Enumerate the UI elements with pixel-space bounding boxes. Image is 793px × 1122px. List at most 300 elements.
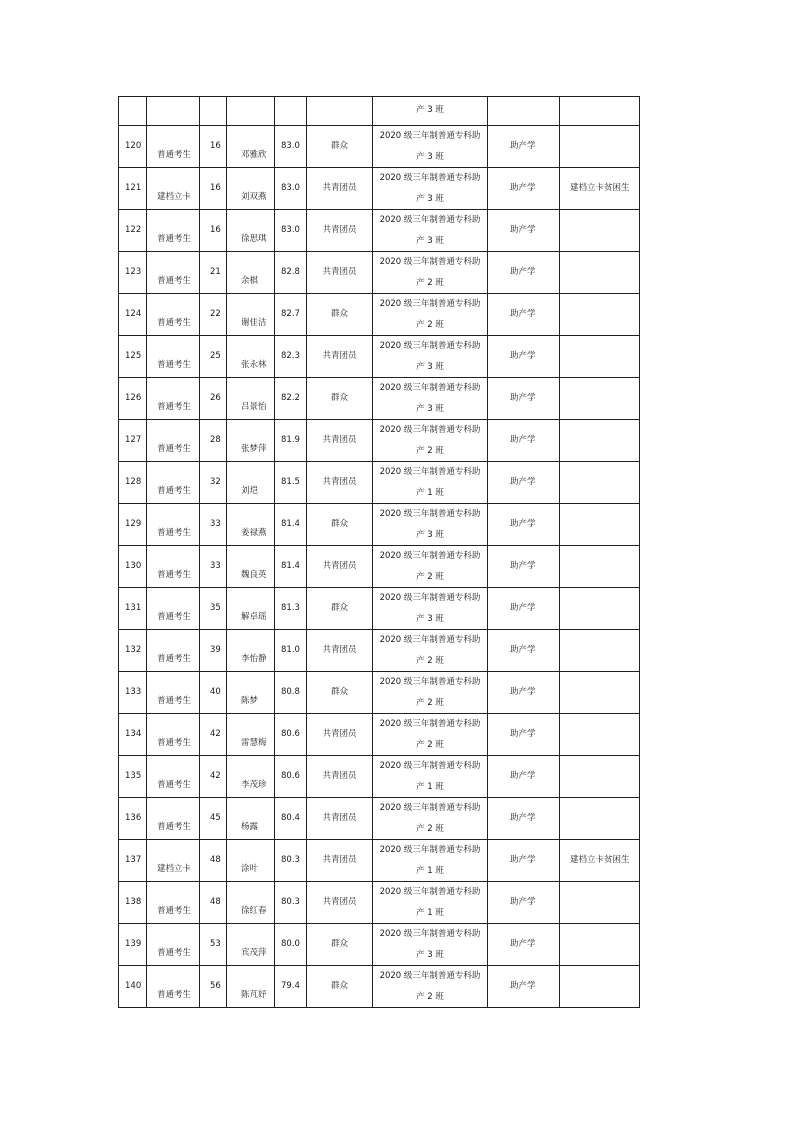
student-name: 雷慧梅 (241, 738, 267, 748)
note-cell (560, 546, 640, 588)
rank-cell (200, 756, 227, 798)
major-cell (488, 714, 560, 756)
political-status: 共青团员 (322, 477, 357, 487)
table-row (119, 126, 640, 168)
rank-cell (200, 588, 227, 630)
student-type-cell (147, 420, 200, 462)
major-cell (488, 882, 560, 924)
row-number-cell (119, 210, 147, 252)
student-type-cell (147, 210, 200, 252)
score-cell (275, 840, 307, 882)
political-status-cell (307, 294, 373, 336)
student-table (118, 96, 640, 1008)
note-cell (560, 294, 640, 336)
student-name: 宾茂萍 (241, 948, 267, 958)
class-line1: 2020 级三年制普通专科助 (379, 215, 481, 225)
row-number: 122 (125, 225, 142, 235)
political-status-cell (307, 252, 373, 294)
student-type-cell (147, 546, 200, 588)
class-cell (373, 294, 488, 336)
table-row (119, 168, 640, 210)
row-number-cell (119, 966, 147, 1008)
row-number: 139 (125, 939, 142, 949)
score: 81.3 (281, 603, 300, 613)
student-name-cell (227, 294, 275, 336)
rank-cell (200, 966, 227, 1008)
row-number: 128 (125, 477, 142, 487)
student-name-cell (227, 588, 275, 630)
row-number: 133 (125, 687, 142, 697)
student-type: 普通考生 (157, 234, 192, 244)
student-name-cell (227, 420, 275, 462)
table-row (119, 420, 640, 462)
rank-cell (200, 630, 227, 672)
political-status: 群众 (330, 939, 348, 949)
student-name: 余棋 (241, 276, 259, 286)
student-type: 普通考生 (157, 150, 192, 160)
major: 助产学 (510, 267, 536, 277)
score-cell (275, 966, 307, 1008)
note: 建档立卡贫困生 (570, 855, 630, 865)
class-line1: 2020 级三年制普通专科助 (379, 131, 481, 141)
class-line2: 产 3 班 (416, 236, 444, 246)
row-number-cell (119, 630, 147, 672)
rank: 33 (210, 519, 221, 529)
student-type-cell (147, 462, 200, 504)
major: 助产学 (510, 981, 536, 991)
major-cell (488, 672, 560, 714)
student-name-cell (227, 504, 275, 546)
student-name: 陈梦 (241, 696, 259, 706)
political-status-cell (307, 756, 373, 798)
rank-cell (200, 714, 227, 756)
class-line1: 2020 级三年制普通专科助 (379, 509, 481, 519)
student-name-cell (227, 378, 275, 420)
rank-cell (200, 546, 227, 588)
score: 82.2 (281, 393, 300, 403)
rank-cell (200, 840, 227, 882)
class-line2: 产 2 班 (416, 572, 444, 582)
score-cell (275, 588, 307, 630)
major-cell (488, 420, 560, 462)
class-line1: 2020 级三年制普通专科助 (379, 929, 481, 939)
rank-cell (200, 126, 227, 168)
class-line1: 2020 级三年制普通专科助 (379, 425, 481, 435)
class-line2: 产 2 班 (416, 824, 444, 834)
row-number: 136 (125, 813, 142, 823)
table-row (119, 714, 640, 756)
student-name-cell (227, 126, 275, 168)
class-line1: 2020 级三年制普通专科助 (379, 635, 481, 645)
major-cell (488, 966, 560, 1008)
student-type: 普通考生 (157, 990, 192, 1000)
major: 助产学 (510, 183, 536, 193)
score: 79.4 (281, 981, 300, 991)
score: 82.7 (281, 309, 300, 319)
political-status: 群众 (330, 687, 348, 697)
score-cell (275, 462, 307, 504)
row-number: 126 (125, 393, 142, 403)
note-cell (560, 798, 640, 840)
political-status-cell (307, 504, 373, 546)
student-type: 普通考生 (157, 654, 192, 664)
class-line2: 产 3 班 (416, 194, 444, 204)
political-status: 共青团员 (322, 351, 357, 361)
student-name: 杨露 (241, 822, 259, 832)
student-type: 普通考生 (157, 528, 192, 538)
class-line2: 产 3 班 (416, 404, 444, 414)
student-name: 刘垲 (241, 486, 259, 496)
major-cell (488, 210, 560, 252)
student-name-cell (227, 210, 275, 252)
rank-cell (200, 294, 227, 336)
table-row (119, 966, 640, 1008)
rank-cell (200, 882, 227, 924)
class-line1: 2020 级三年制普通专科助 (379, 383, 481, 393)
score: 81.9 (281, 435, 300, 445)
score-cell (275, 630, 307, 672)
major: 助产学 (510, 561, 536, 571)
score-cell (275, 126, 307, 168)
major-cell (488, 294, 560, 336)
score-cell (275, 336, 307, 378)
row-number-cell (119, 546, 147, 588)
score: 82.8 (281, 267, 300, 277)
major: 助产学 (510, 771, 536, 781)
table-row (119, 798, 640, 840)
row-number: 121 (125, 183, 142, 193)
political-status: 群众 (330, 393, 348, 403)
row-number: 120 (125, 141, 142, 151)
political-status-cell (307, 672, 373, 714)
major-cell (488, 336, 560, 378)
class-line1: 2020 级三年制普通专科助 (379, 299, 481, 309)
class-line2: 产 3 班 (416, 362, 444, 372)
score-cell (275, 882, 307, 924)
major-cell (488, 378, 560, 420)
student-type: 普通考生 (157, 738, 192, 748)
row-number: 134 (125, 729, 142, 739)
political-status-cell (307, 714, 373, 756)
rank: 26 (210, 393, 221, 403)
class-line2: 产 2 班 (416, 446, 444, 456)
class-line1: 2020 级三年制普通专科助 (379, 467, 481, 477)
class-line2: 产 1 班 (416, 488, 444, 498)
student-type-cell (147, 882, 200, 924)
rank: 32 (210, 477, 221, 487)
political-status-cell (307, 168, 373, 210)
note-cell (560, 168, 640, 210)
major: 助产学 (510, 603, 536, 613)
student-name: 刘双燕 (241, 192, 267, 202)
note-cell (560, 840, 640, 882)
note-cell (560, 630, 640, 672)
class-line1: 2020 级三年制普通专科助 (379, 551, 481, 561)
political-status: 群众 (330, 603, 348, 613)
rank: 48 (210, 897, 221, 907)
student-name-cell (227, 966, 275, 1008)
student-name: 张梦萍 (241, 444, 267, 454)
major: 助产学 (510, 477, 536, 487)
class-line1: 2020 级三年制普通专科助 (379, 719, 481, 729)
student-type: 建档立卡 (157, 192, 192, 202)
class-line1: 2020 级三年制普通专科助 (379, 677, 481, 687)
row-number: 130 (125, 561, 142, 571)
rank-cell (200, 798, 227, 840)
score-cell (275, 504, 307, 546)
row-number-cell (119, 840, 147, 882)
political-status-cell (307, 588, 373, 630)
major: 助产学 (510, 309, 536, 319)
political-status: 共青团员 (322, 729, 357, 739)
class-line1: 2020 级三年制普通专科助 (379, 257, 481, 267)
class-line2: 产 2 班 (416, 320, 444, 330)
student-type: 普通考生 (157, 402, 192, 412)
class-cell (373, 252, 488, 294)
student-type-cell (147, 504, 200, 546)
table-row (119, 294, 640, 336)
table-row (119, 210, 640, 252)
student-name-cell (227, 630, 275, 672)
major: 助产学 (510, 645, 536, 655)
political-status-cell (307, 210, 373, 252)
student-name: 徐红春 (241, 906, 267, 916)
political-status: 共青团员 (322, 813, 357, 823)
student-name-cell (227, 798, 275, 840)
student-name: 李怡静 (241, 654, 267, 664)
student-type: 普通考生 (157, 486, 192, 496)
major-cell (488, 504, 560, 546)
class-cell (373, 588, 488, 630)
score: 80.6 (281, 729, 300, 739)
major: 助产学 (510, 813, 536, 823)
student-type: 普通考生 (157, 948, 192, 958)
student-name-cell (227, 924, 275, 966)
student-type: 普通考生 (157, 780, 192, 790)
score: 81.0 (281, 645, 300, 655)
table-row (119, 546, 640, 588)
class-line2: 产 2 班 (416, 992, 444, 1002)
table-row (119, 924, 640, 966)
major: 助产学 (510, 939, 536, 949)
row-number-cell (119, 672, 147, 714)
student-type-cell (147, 126, 200, 168)
note-cell (560, 210, 640, 252)
political-status: 共青团员 (322, 897, 357, 907)
major: 助产学 (510, 225, 536, 235)
row-number: 125 (125, 351, 142, 361)
class-cell (373, 168, 488, 210)
class-line2: 产 3 班 (416, 530, 444, 540)
class-line2: 产 1 班 (416, 908, 444, 918)
student-name: 吕景怡 (241, 402, 267, 412)
score: 81.5 (281, 477, 300, 487)
political-status-cell (307, 336, 373, 378)
class-line1: 2020 级三年制普通专科助 (379, 971, 481, 981)
class-cell (373, 630, 488, 672)
political-status: 共青团员 (322, 267, 357, 277)
political-status: 共青团员 (322, 435, 357, 445)
class-cell (373, 336, 488, 378)
score-cell (275, 924, 307, 966)
score: 83.0 (281, 225, 300, 235)
student-type: 普通考生 (157, 822, 192, 832)
rank-cell (200, 462, 227, 504)
major: 助产学 (510, 435, 536, 445)
political-status: 群众 (330, 981, 348, 991)
score-cell (275, 714, 307, 756)
rank-cell (200, 504, 227, 546)
class-cell (373, 756, 488, 798)
class-cell (373, 210, 488, 252)
political-status-cell (307, 420, 373, 462)
class-line1: 2020 级三年制普通专科助 (379, 341, 481, 351)
row-number-cell (119, 420, 147, 462)
rank: 56 (210, 981, 221, 991)
student-name: 魏良英 (241, 570, 267, 580)
class-cell (373, 714, 488, 756)
score-cell (275, 168, 307, 210)
class-line1: 2020 级三年制普通专科助 (379, 887, 481, 897)
major-cell (488, 168, 560, 210)
rank: 16 (210, 225, 221, 235)
note-cell (560, 252, 640, 294)
rank: 21 (210, 267, 221, 277)
row-number-cell (119, 588, 147, 630)
major: 助产学 (510, 897, 536, 907)
score-cell (275, 672, 307, 714)
table-row (119, 756, 640, 798)
table-row (119, 882, 640, 924)
score-cell (275, 210, 307, 252)
note-cell (560, 672, 640, 714)
student-name: 陈芃妤 (241, 990, 267, 1000)
student-name-cell (227, 252, 275, 294)
rank-cell (200, 378, 227, 420)
note-cell (560, 462, 640, 504)
political-status-cell (307, 630, 373, 672)
major-cell (488, 588, 560, 630)
major-cell (488, 840, 560, 882)
table-row-continued (119, 97, 640, 126)
major-cell (488, 756, 560, 798)
class-line2: 产 2 班 (416, 698, 444, 708)
student-type-cell (147, 756, 200, 798)
row-number-cell (119, 168, 147, 210)
student-type: 普通考生 (157, 906, 192, 916)
class-cell-continued: 产 3 班 (416, 105, 444, 115)
note-cell (560, 882, 640, 924)
table-row (119, 252, 640, 294)
rank: 16 (210, 141, 221, 151)
major: 助产学 (510, 393, 536, 403)
table-row (119, 378, 640, 420)
class-cell (373, 420, 488, 462)
row-number: 132 (125, 645, 142, 655)
table-row (119, 672, 640, 714)
row-number: 127 (125, 435, 142, 445)
row-number-cell (119, 882, 147, 924)
note-cell (560, 756, 640, 798)
score: 82.3 (281, 351, 300, 361)
student-name-cell (227, 882, 275, 924)
student-name: 邓雅欣 (241, 150, 267, 160)
note-cell (560, 924, 640, 966)
note-cell (560, 966, 640, 1008)
political-status-cell (307, 840, 373, 882)
row-number-cell (119, 126, 147, 168)
student-type: 建档立卡 (157, 864, 192, 874)
rank: 48 (210, 855, 221, 865)
row-number: 124 (125, 309, 142, 319)
student-name-cell (227, 336, 275, 378)
row-number: 138 (125, 897, 142, 907)
major-cell (488, 924, 560, 966)
major: 助产学 (510, 729, 536, 739)
table-row (119, 336, 640, 378)
row-number-cell (119, 336, 147, 378)
student-type: 普通考生 (157, 318, 192, 328)
student-name: 涂叶 (241, 864, 259, 874)
political-status: 共青团员 (322, 183, 357, 193)
student-type-cell (147, 252, 200, 294)
row-number-cell (119, 798, 147, 840)
student-name: 徐思琪 (241, 234, 267, 244)
student-type: 普通考生 (157, 276, 192, 286)
political-status-cell (307, 798, 373, 840)
class-line1: 2020 级三年制普通专科助 (379, 803, 481, 813)
rank-cell (200, 210, 227, 252)
rank: 40 (210, 687, 221, 697)
score-cell (275, 378, 307, 420)
table-row (119, 462, 640, 504)
table-row (119, 630, 640, 672)
score: 83.0 (281, 141, 300, 151)
student-type-cell (147, 924, 200, 966)
political-status: 群众 (330, 141, 348, 151)
rank-cell (200, 924, 227, 966)
political-status-cell (307, 462, 373, 504)
note-cell (560, 336, 640, 378)
class-cell (373, 966, 488, 1008)
rank-cell (200, 168, 227, 210)
class-line2: 产 3 班 (416, 950, 444, 960)
score: 83.0 (281, 183, 300, 193)
student-name-cell (227, 462, 275, 504)
row-number: 129 (125, 519, 142, 529)
note-cell (560, 126, 640, 168)
student-name-cell (227, 672, 275, 714)
major-cell (488, 252, 560, 294)
rank: 42 (210, 729, 221, 739)
row-number-cell (119, 252, 147, 294)
student-name-cell (227, 840, 275, 882)
score: 80.8 (281, 687, 300, 697)
score-cell (275, 420, 307, 462)
rank: 45 (210, 813, 221, 823)
major-cell (488, 546, 560, 588)
political-status: 群众 (330, 309, 348, 319)
major: 助产学 (510, 141, 536, 151)
rank: 39 (210, 645, 221, 655)
major: 助产学 (510, 351, 536, 361)
major-cell (488, 126, 560, 168)
class-cell (373, 798, 488, 840)
rank: 25 (210, 351, 221, 361)
student-name-cell (227, 546, 275, 588)
class-cell (373, 882, 488, 924)
score: 81.4 (281, 561, 300, 571)
